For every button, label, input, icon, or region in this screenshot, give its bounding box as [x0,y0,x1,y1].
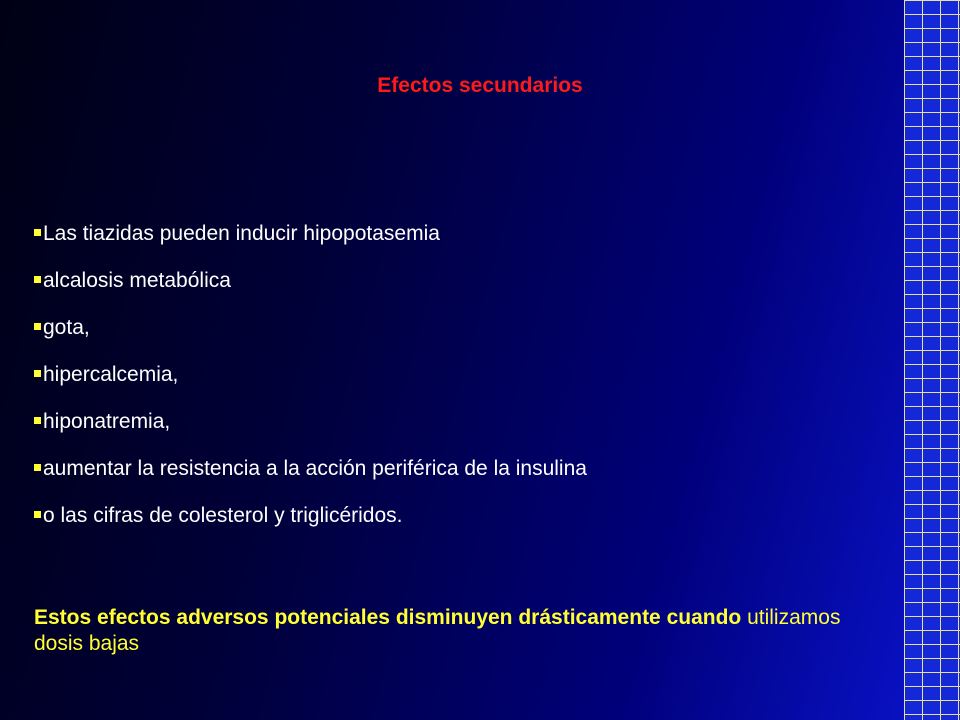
list-item [34,457,587,481]
list-item-text: hiponatremia, [43,410,171,433]
list-item [34,410,587,434]
list-item [34,316,587,340]
list-item-text: hipercalcemia, [43,363,179,386]
list-item [34,504,587,528]
slide-title: Efectos secundarios [377,74,583,97]
square-bullet-icon [34,323,41,330]
footnote-bold-text: Estos efectos adversos potenciales disminuyen drásticamente cuando [34,606,742,629]
list-item-text: alcalosis metabólica [43,269,231,292]
list-item-text: o las cifras de colesterol y triglicéridos. [43,504,403,527]
square-bullet-icon [34,464,41,471]
list-item [34,363,587,387]
square-bullet-icon [34,511,41,518]
square-bullet-icon [34,276,41,283]
footnote [34,605,864,657]
list-item-text: aumentar la resistencia a la acción periférica de la insulina [43,457,587,480]
list-item-text: gota, [43,316,90,339]
decorative-grid-strip [904,0,960,720]
square-bullet-icon [34,370,41,377]
list-item-text: Las tiazidas pueden inducir hipopotasemia [43,222,440,245]
list-item [34,269,587,293]
bullet-list [34,222,587,551]
square-bullet-icon [34,229,41,236]
list-item [34,222,587,246]
footnote-regular-text: utilizamos dosis bajas [34,606,841,655]
square-bullet-icon [34,417,41,424]
